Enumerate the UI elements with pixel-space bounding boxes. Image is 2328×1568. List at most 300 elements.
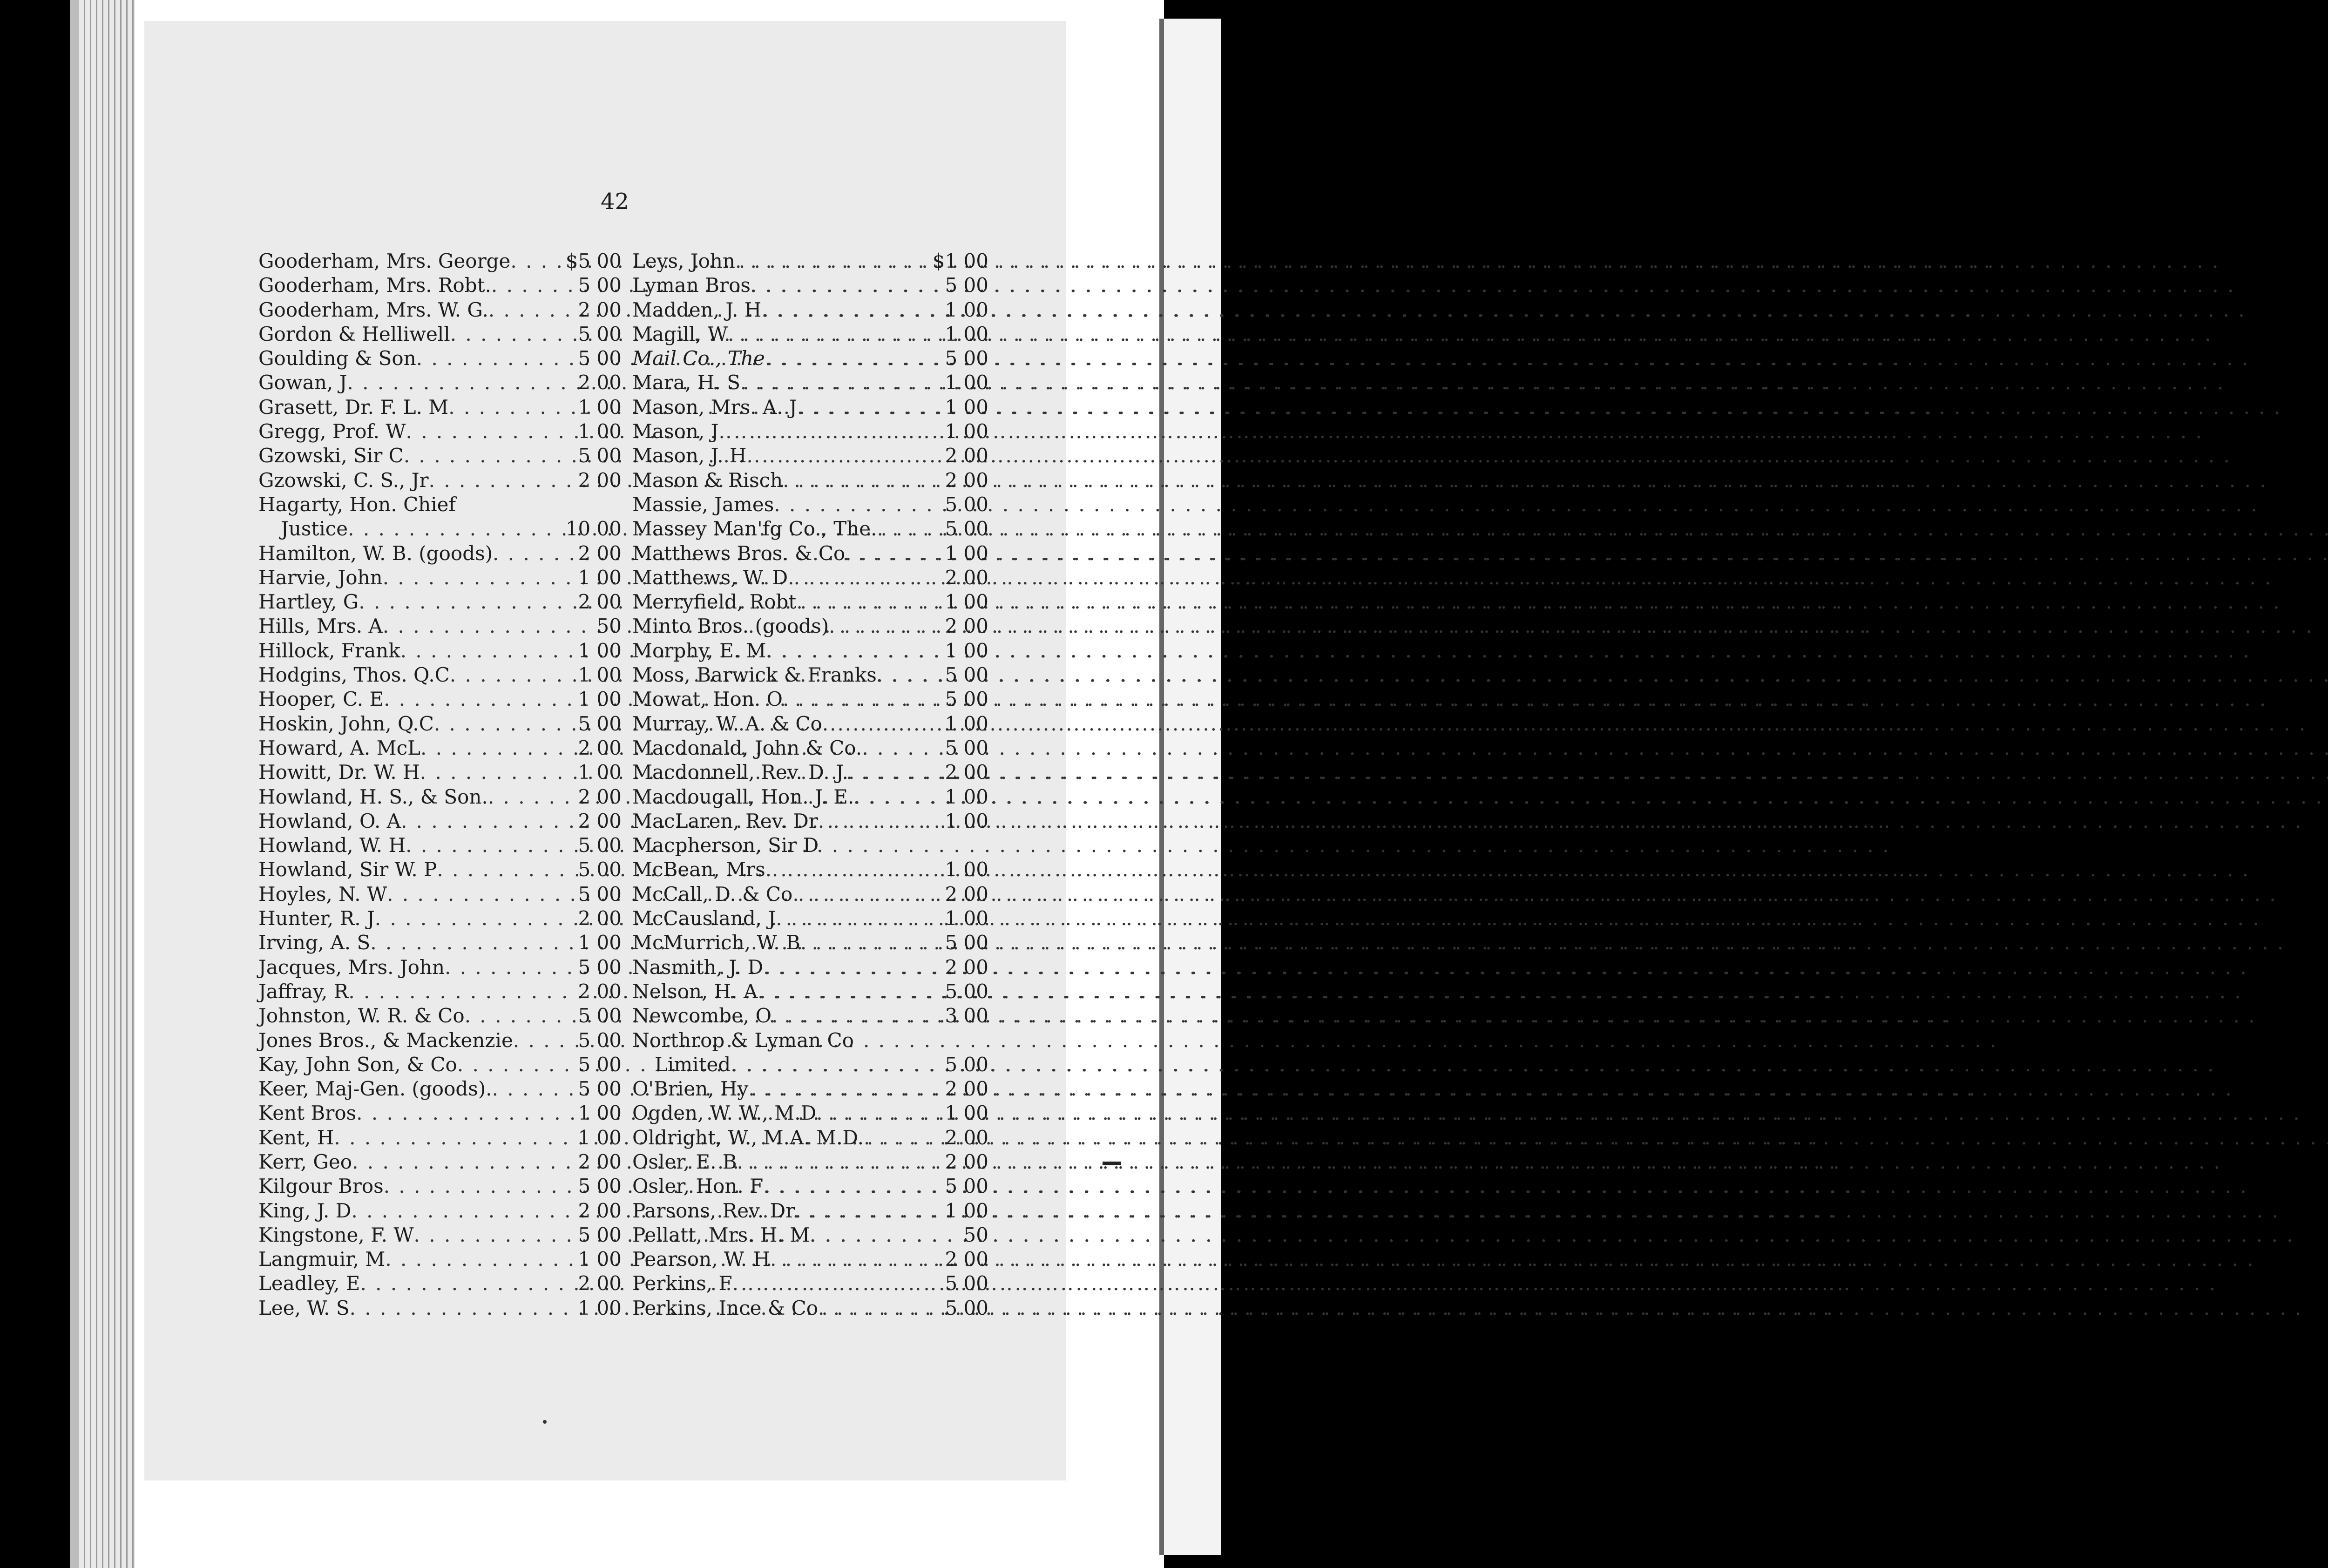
leader-dots (864, 1126, 930, 1150)
list-item (632, 468, 988, 493)
leader-dots (457, 1053, 563, 1077)
list-item (632, 980, 988, 1004)
subscription-amount: 1 00 (945, 712, 988, 735)
leader-dots (797, 395, 930, 419)
leader-dots (437, 858, 563, 882)
subscription-amount: 2 00 (578, 785, 622, 808)
list-item (258, 955, 622, 980)
leader-dots (774, 493, 930, 517)
list-item (258, 639, 622, 663)
subscriber-name: Limited (655, 1053, 731, 1076)
subscriber-name: Gzowski, Sir C (258, 444, 404, 467)
subscription-amount: 2 00 (578, 907, 622, 930)
subscription-amount: 1 00 (945, 395, 988, 419)
list-item (632, 1150, 988, 1174)
subscription-amount: 10 00 (565, 517, 622, 541)
list-item (258, 906, 622, 931)
list-item (632, 833, 988, 858)
leader-dots (747, 444, 930, 468)
leader-dots (360, 1271, 563, 1296)
subscriber-name: Gooderham, Mrs. George (258, 250, 511, 272)
leader-dots (406, 833, 563, 858)
list-item (258, 541, 622, 566)
subscription-amount: 2 00 (578, 736, 622, 759)
leader-dots (383, 566, 563, 590)
list-item (632, 1028, 988, 1053)
subscriber-name: Minto Bros. (goods) (632, 615, 829, 638)
leader-dots (420, 736, 563, 760)
subscription-amount: 1 00 (945, 809, 988, 832)
subscriber-name: Hoyles, N. W (258, 882, 387, 906)
leader-dots (735, 249, 930, 273)
list-item (258, 882, 622, 906)
list-item (258, 1053, 622, 1077)
list-item (632, 858, 988, 882)
subscriber-name: Perkins, Ince & Co (632, 1296, 819, 1319)
subscription-amount: 5 00 (578, 712, 622, 735)
leader-dots (387, 882, 563, 906)
list-item (258, 444, 622, 468)
leader-dots (763, 1174, 930, 1198)
subscriber-name: Mason, J. H (632, 444, 747, 467)
subscriber-name: Gooderham, Mrs. W. G. (258, 298, 488, 321)
leader-dots (356, 1101, 563, 1125)
leader-dots (816, 1101, 930, 1125)
subscriber-name: Howitt, Dr. W. H (258, 761, 420, 784)
leader-dots (513, 1028, 563, 1053)
subscription-amount: 1 00 (945, 420, 988, 443)
subscriber-name: Nelson, H. A (632, 980, 758, 1003)
leader-dots (792, 882, 930, 906)
subscription-amount: 5 00 (578, 1028, 622, 1052)
subscriber-name: Merryfield, Robt (632, 590, 797, 614)
leader-dots (347, 371, 563, 395)
subscription-amount: $1 00 (932, 250, 988, 272)
leader-dots (829, 614, 930, 638)
list-item (632, 1126, 988, 1150)
list-item (258, 1126, 622, 1150)
subscriber-name: Lee, W. S (258, 1296, 350, 1319)
subscriber-name: Gzowski, C. S., Jr (258, 468, 429, 492)
subscription-amount: 1 00 (578, 395, 622, 419)
subscriber-name: Hillock, Frank (258, 639, 400, 662)
subscriber-name: Irving, A. S (258, 931, 371, 954)
subscription-amount: 1 00 (578, 688, 622, 711)
subscription-amount: 1 00 (578, 639, 622, 662)
list-item (258, 809, 622, 833)
subscriber-name: Kilgour Bros (258, 1175, 384, 1198)
subscription-amount: 5 00 (578, 1223, 622, 1246)
leader-dots (783, 468, 930, 493)
subscriber-name: Howland, W. H (258, 834, 406, 857)
subscription-amount: 5 00 (945, 980, 988, 1003)
subscription-amount: 5 00 (945, 931, 988, 954)
leader-dots (758, 980, 930, 1004)
subscriber-name: Macdonnell, Rev. D. J. (632, 761, 848, 784)
list-item (258, 858, 622, 882)
leader-dots (737, 1150, 930, 1174)
list-item (632, 493, 988, 517)
list-item (632, 273, 988, 297)
list-item (258, 1247, 622, 1271)
leader-dots (510, 249, 563, 273)
list-item (258, 1271, 622, 1296)
leader-dots (488, 785, 563, 809)
subscriber-name: Gregg, Prof. W (258, 420, 406, 443)
subscriber-name: Morphy, E. M (632, 639, 766, 662)
list-item (632, 906, 988, 931)
subscription-amount: 1 00 (578, 761, 622, 784)
list-item (632, 298, 988, 322)
subscriber-name: Leys, John (632, 250, 735, 272)
list-item (632, 639, 988, 663)
subscriber-name: Keer, Maj-Gen. (goods). (258, 1077, 492, 1101)
list-item (632, 590, 988, 614)
book-page-edges (79, 0, 135, 1568)
leader-dots (795, 1199, 930, 1223)
subscriber-name: Howard, A. McL (258, 736, 421, 759)
subscription-amount: 5 00 (945, 347, 988, 370)
subscriber-name: Macpherson, Sir D (632, 834, 819, 857)
list-item (258, 980, 622, 1004)
subscriber-name: O'Brien, Hy (632, 1077, 749, 1101)
subscriber-name: Hoskin, John, Q.C (258, 712, 434, 735)
subscription-amount: 5 00 (945, 493, 988, 516)
subscription-amount: 1 00 (578, 931, 622, 954)
subscriber-name: Kent Bros (258, 1102, 357, 1125)
subscription-amount: 5 00 (578, 322, 622, 345)
list-item (632, 760, 988, 784)
list-item (632, 1053, 988, 1077)
list-item (258, 273, 622, 297)
subscriber-name: Leadley, E (258, 1272, 360, 1295)
leader-dots (763, 955, 930, 980)
subscription-amount: 5 00 (578, 955, 622, 979)
subscriber-name: Kerr, Geo (258, 1150, 352, 1173)
subscriber-name: McMurrich, W. B (632, 931, 800, 954)
subscriber-name: Newcombe, O (632, 1004, 772, 1027)
subscriber-name: Macdougall, Hon. J. E. (632, 785, 854, 808)
list-item (258, 468, 622, 493)
list-item (632, 566, 988, 590)
leader-dots (401, 809, 563, 833)
subscriber-name: Northrop & Lyman Co (632, 1028, 854, 1052)
list-item (632, 1077, 988, 1101)
leader-dots (352, 1150, 563, 1174)
leader-dots (384, 1174, 563, 1198)
subscription-amount: 1 00 (578, 1126, 622, 1149)
subscription-amount: 1 00 (945, 298, 988, 321)
subscriber-name: Goulding & Son (258, 347, 416, 370)
leader-dots (383, 614, 563, 638)
leader-dots (776, 906, 930, 931)
leader-dots (434, 712, 563, 736)
subscription-amount: 2 00 (945, 1150, 988, 1173)
subscriber-name: Parsons, Rev. Dr (632, 1199, 795, 1222)
list-item (632, 1223, 988, 1247)
subscription-amount: 2 00 (945, 468, 988, 492)
subscriber-name: Pearson, W. H (632, 1248, 771, 1271)
leader-dots (796, 590, 930, 614)
subscriber-name: Hagarty, Hon. Chief (258, 493, 456, 516)
subscription-amount: 1 00 (945, 639, 988, 662)
subscriber-name: Oldright, W., M.A. M.D. (632, 1126, 864, 1149)
list-item (258, 590, 622, 614)
leader-dots (375, 906, 563, 931)
list-item (632, 249, 988, 273)
subscriber-name: Hunter, R. J (258, 907, 375, 930)
leader-dots (783, 687, 930, 711)
subscriber-name: Gordon & Helliwell (258, 322, 450, 345)
subscription-amount: 1 00 (945, 371, 988, 394)
subscriber-name: McBean, Mrs (632, 858, 765, 881)
subscriber-name: Hodgins, Thos. Q.C (258, 663, 450, 687)
leader-dots (400, 639, 563, 663)
list-item (632, 785, 988, 809)
subscription-amount: 2 00 (578, 590, 622, 614)
subscriber-name: Harvie, John (258, 566, 383, 589)
subscriber-name: Perkins, F (632, 1272, 732, 1295)
subscriber-name: Moss, Barwick & Franks (632, 663, 877, 687)
leader-dots (718, 419, 930, 444)
list-item (258, 687, 622, 711)
leader-dots (406, 419, 564, 444)
subscription-amount: 5 00 (945, 1296, 988, 1319)
list-item (632, 517, 988, 541)
list-item (632, 1199, 988, 1223)
subscriber-name: Mason & Risch (632, 468, 783, 492)
list-item (258, 1174, 622, 1198)
subscription-amount: 5 00 (578, 274, 622, 297)
subscription-amount: 1 00 (945, 541, 988, 565)
left-column-list (258, 249, 622, 1320)
leader-dots (845, 541, 930, 566)
subscriber-name: Madden, J. H (632, 298, 762, 321)
leader-dots (731, 1053, 930, 1077)
subscriber-name: Mara, H. S (632, 371, 740, 394)
list-item (258, 517, 622, 541)
leader-dots (429, 468, 563, 493)
leader-dots (771, 1004, 930, 1028)
leader-dots (414, 1223, 563, 1247)
subscriber-name: Howland, H. S., & Son. (258, 785, 488, 808)
subscription-amount: 2 00 (578, 1199, 622, 1222)
subscriber-name: Osler, Hon. F (632, 1175, 764, 1198)
subscription-amount: 5 00 (578, 834, 622, 857)
subscription-amount: 1 00 (578, 1248, 622, 1271)
list-item (632, 419, 988, 444)
list-item (632, 955, 988, 980)
list-item (258, 736, 622, 760)
list-item (632, 371, 988, 395)
subscription-amount: 1 00 (945, 785, 988, 808)
leader-dots (384, 687, 563, 711)
list-item (258, 760, 622, 784)
list-item (258, 249, 622, 273)
list-item (632, 346, 988, 371)
subscription-amount: 5 00 (578, 347, 622, 370)
leader-dots (385, 1247, 563, 1271)
leader-dots (732, 1271, 930, 1296)
subscriber-name: Nasmith, J. D (632, 955, 764, 979)
list-item (258, 1150, 622, 1174)
subscription-amount: 2 00 (945, 566, 988, 589)
list-item (632, 614, 988, 638)
subscription-amount: 5 00 (945, 274, 988, 297)
subscription-amount: 2 00 (945, 955, 988, 979)
subscription-amount: 2 00 (945, 615, 988, 638)
subscriber-name: Massey Man'fg Co., The. (632, 517, 877, 541)
subscription-amount: 5 00 (945, 736, 988, 759)
list-item (258, 833, 622, 858)
subscription-amount: 1 00 (578, 420, 622, 443)
subscription-amount: 2 00 (945, 882, 988, 906)
leader-dots (450, 322, 563, 346)
leader-dots (448, 395, 563, 419)
leader-dots (450, 663, 563, 687)
leader-dots (818, 809, 930, 833)
list-item (258, 1199, 622, 1223)
subscription-amount: 2 00 (578, 980, 622, 1003)
subscriber-name: Hooper, C. E (258, 688, 384, 711)
subscription-amount: 5 00 (945, 517, 988, 541)
subscription-amount: 2 00 (578, 371, 622, 394)
subscriber-name: King, J. D (258, 1199, 352, 1222)
leader-dots (404, 444, 563, 468)
subscriber-name: Howland, O. A (258, 809, 401, 832)
subscriber-name: Macdonald, John & Co. (632, 736, 862, 759)
subscription-amount: 5 00 (578, 858, 622, 881)
right-column-list (632, 249, 988, 1320)
subscriber-name: Kingstone, F. W (258, 1223, 414, 1246)
subscription-amount: 5 00 (945, 1272, 988, 1295)
leader-dots (465, 1004, 563, 1028)
leader-dots (854, 785, 930, 809)
subscription-amount: 50 (963, 1223, 988, 1246)
list-item (258, 1028, 622, 1053)
list-item (632, 931, 988, 955)
subscription-amount: 1 00 (578, 1102, 622, 1125)
list-item (632, 882, 988, 906)
subscription-amount: 1 00 (945, 322, 988, 345)
subscription-amount: 2 00 (578, 541, 622, 565)
leader-dots (818, 1296, 930, 1320)
list-item (632, 395, 988, 419)
page-number: 42 (601, 189, 629, 215)
subscription-amount: 2 00 (578, 809, 622, 832)
list-item (632, 809, 988, 833)
subscriber-name: Matthews, W. D (632, 566, 788, 589)
list-item (632, 663, 988, 687)
subscription-amount: 5 00 (578, 1053, 622, 1076)
subscriber-name: MacLaren, Rev. Dr (632, 809, 818, 832)
list-item (258, 371, 622, 395)
leader-dots (766, 639, 930, 663)
list-item (632, 322, 988, 346)
leader-dots (348, 980, 563, 1004)
leader-dots (348, 517, 563, 541)
list-item (258, 785, 622, 809)
subscriber-name: Mail Co., The (632, 347, 765, 370)
list-item (632, 444, 988, 468)
leader-dots (751, 273, 930, 297)
list-item (258, 1223, 622, 1247)
list-item (632, 1247, 988, 1271)
subscriber-name: Kent, H (258, 1126, 334, 1149)
subscriber-name: Justice (281, 517, 348, 541)
subscription-amount: 2 00 (945, 1126, 988, 1149)
list-item (258, 493, 622, 517)
leader-dots (822, 712, 930, 736)
leader-dots (359, 590, 563, 614)
leader-dots (420, 760, 563, 784)
subscriber-name: Gooderham, Mrs. Robt. (258, 274, 491, 297)
subscriber-name: Jaffray, R (258, 980, 349, 1003)
leader-dots (761, 298, 930, 322)
leader-dots (491, 273, 563, 297)
list-item (258, 614, 622, 638)
subscription-amount: 2 00 (945, 444, 988, 467)
leader-dots (492, 1077, 563, 1101)
list-item (258, 419, 622, 444)
subscription-amount: 2 00 (578, 468, 622, 492)
subscription-amount: 2 00 (945, 1248, 988, 1271)
subscription-amount: 1 00 (945, 907, 988, 930)
page-speck (543, 1420, 547, 1424)
list-item (632, 1296, 988, 1320)
subscription-amount: 1 00 (945, 858, 988, 881)
leader-dots (877, 517, 930, 541)
list-item (632, 1271, 988, 1296)
subscription-amount: 1 00 (945, 590, 988, 614)
leader-dots (370, 931, 563, 955)
leader-dots (740, 371, 930, 395)
subscriber-name: Murray, W. A. & Co (632, 712, 822, 735)
list-item (632, 1004, 988, 1028)
leader-dots (748, 1077, 930, 1101)
subscriber-name: Matthews Bros. & Co (632, 541, 846, 565)
list-item (258, 663, 622, 687)
list-item (258, 1296, 622, 1320)
list-item (258, 566, 622, 590)
subscriber-name: Hartley, G (258, 590, 359, 614)
list-item (258, 346, 622, 371)
subscriber-name: Mason, Mrs. A. J (632, 395, 797, 419)
leader-dots (862, 736, 930, 760)
subscriber-name: Jones Bros., & Mackenzie (258, 1028, 513, 1052)
leader-dots (728, 322, 930, 346)
subscription-amount: 5 00 (945, 663, 988, 687)
leader-dots (488, 298, 563, 322)
subscriber-name: Ogden, W. W., M.D (632, 1102, 817, 1125)
subscriber-name: Kay, John Son, & Co (258, 1053, 457, 1076)
subscriber-name: Jacques, Mrs. John (258, 955, 445, 979)
list-item (258, 322, 622, 346)
subscription-amount: 1 00 (945, 1199, 988, 1222)
subscription-amount: 2 00 (578, 1150, 622, 1173)
subscription-amount: 5 00 (578, 444, 622, 467)
subscriber-name: Gowan, J (258, 371, 347, 394)
subscription-amount: 2 00 (945, 761, 988, 784)
leader-dots (350, 1296, 563, 1320)
list-item (632, 687, 988, 711)
subscriber-name: McCall, D. & Co (632, 882, 793, 906)
subscriber-name: Langmuir, M (258, 1248, 386, 1271)
leader-dots (765, 858, 930, 882)
leader-dots (788, 566, 930, 590)
leader-dots (416, 346, 563, 371)
list-item (632, 1174, 988, 1198)
